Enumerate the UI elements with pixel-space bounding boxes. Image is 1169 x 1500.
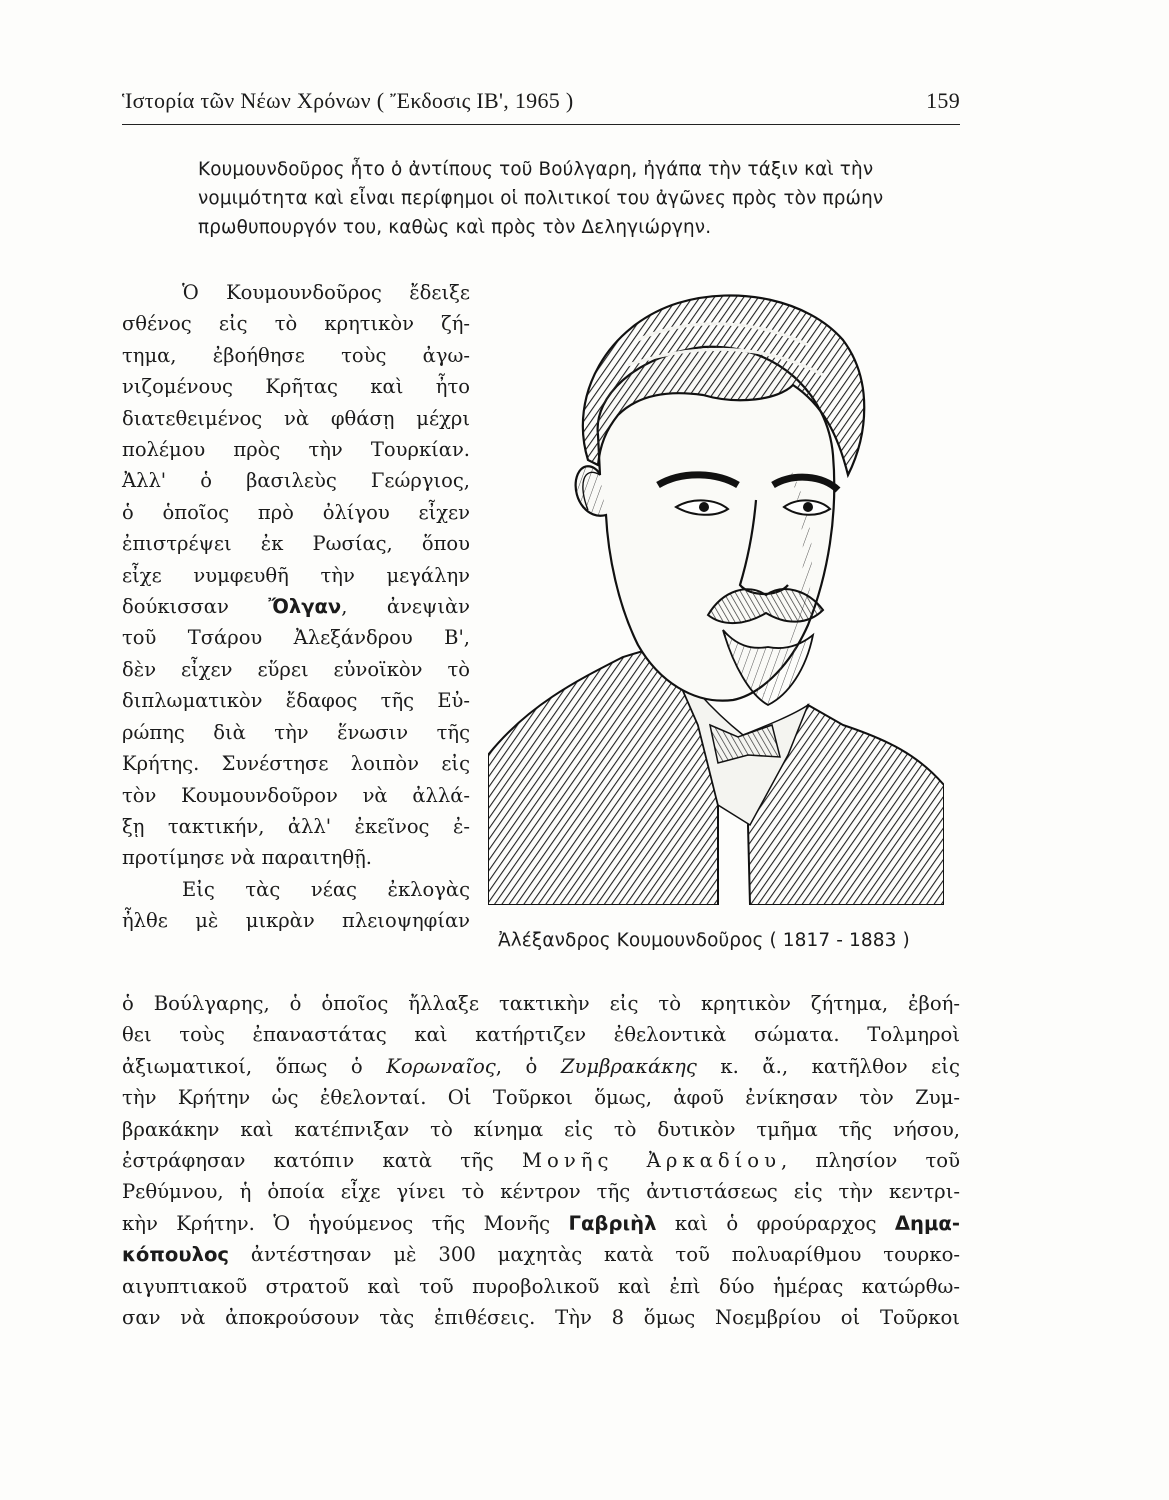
body-fragment: καὶ ὁ φρούραρχος (674, 1211, 877, 1235)
intro-line: πρωθυπουργόν του, καθὼς καὶ πρὸς τὸν Δεληγιώργην. (198, 217, 712, 238)
column-line: ἐπιστρέψει ἐκ Ρωσίας, ὅπου (122, 532, 470, 556)
body-line: αιγυπτιακοῦ στρατοῦ καὶ τοῦ πυροβολικοῦ καὶ ἐπὶ δύο ἡμέρας κατώρθω- (122, 1274, 960, 1298)
body-fragment: κ. ἄ., κατῆλθον εἰς (720, 1054, 960, 1078)
running-header (122, 88, 960, 114)
portrait-illustration (488, 285, 944, 905)
column-line: νιζομένους Κρῆτας καὶ ἦτο (122, 375, 470, 399)
body-fragment: ἀξιωματικοί, ὅπως ὁ (122, 1054, 363, 1078)
column-line (122, 591, 470, 622)
full-width-text (122, 988, 960, 1333)
body-fragment: ἀντέστησαν μὲ 300 μαχητὰς κατὰ τοῦ πολυαρίθμου τουρκο- (250, 1243, 960, 1267)
body-fragment: , ὁ (495, 1054, 538, 1078)
page-number: 159 (926, 88, 960, 113)
column-line: σθένος εἰς τὸ κρητικὸν ζή- (122, 312, 470, 336)
column-line: τὸν Κουμουνδοῦρον νὰ ἀλλά- (122, 783, 470, 807)
column-line: διατεθειμένος νὰ φθάσῃ μέχρι (122, 406, 470, 430)
body-line: σαν νὰ ἀποκρούσουν τὰς ἐπιθέσεις. Τὴν 8 ὅμως Νοεμβρίου οἱ Τοῦρκοι (122, 1306, 960, 1330)
name-zymvrakakis: Ζυμβρακάκης (560, 1054, 697, 1078)
column-word: δούκισσαν (122, 595, 229, 619)
column-line: διπλωματικὸν ἔδαφος τῆς Εὐ- (122, 689, 470, 713)
column-line: προτίμησε νὰ παραιτηθῇ. (122, 846, 372, 870)
body-line (122, 1208, 960, 1239)
intro-line: Κουμουνδοῦρος ἦτο ὁ ἀντίπους τοῦ Βούλγαρη, ἠγάπα τὴν τάξιν καὶ τὴν (198, 159, 874, 180)
column-line: ξῃ τακτικήν, ἀλλ' ἐκεῖνος ἐ- (122, 814, 470, 838)
body-line: Ρεθύμνου, ἡ ὁποία εἶχε γίνει τὸ κέντρον τῆς ἀντιστάσεως εἰς τὴν κεντρι- (122, 1180, 960, 1204)
column-line: τοῦ Τσάρου Ἀλεξάνδρου Β', (122, 626, 470, 650)
body-line: βρακάκην καὶ κατέπνιξαν τὸ κίνημα εἰς τὸ δυτικὸν τμῆμα τῆς νήσου, (122, 1117, 960, 1141)
column-line: Εἰς τὰς νέας ἐκλογὰς (182, 877, 470, 901)
name-gavriil: Γαβριὴλ (568, 1211, 657, 1235)
column-word: , ἀνεψιὰν (341, 595, 470, 619)
intro-line: νομιμότητα καὶ εἶναι περίφημοι οἱ πολιτικοί του ἀγῶνες πρὸς τὸν πρώην (198, 188, 884, 209)
name-dimakopoulos-part2: κόπουλος (122, 1243, 230, 1267)
column-line: Ἀλλ' ὁ βασιλεὺς Γεώργιος, (122, 469, 470, 493)
body-line (122, 1145, 960, 1176)
name-koronaios: Κορωναῖος (386, 1054, 496, 1078)
body-fragment: , πλησίον τοῦ (781, 1149, 961, 1173)
body-line (122, 1051, 960, 1082)
body-line: ὁ Βούλγαρης, ὁ ὁποῖος ἤλλαξε τακτικὴν εἰς τὸ κρητικὸν ζήτημα, ἐβοή- (122, 992, 960, 1015)
name-dimakopoulos-part1: Δημα- (894, 1211, 961, 1235)
column-line: Ὁ Κουμουνδοῦρος ἔδειξε (182, 281, 470, 304)
header-title: Ἱστορία τῶν Νέων Χρόνων ( Ἔκδοσις ΙΒ', 1965 ) (122, 88, 574, 113)
name-olga: Ὄλγαν (268, 595, 342, 619)
name-moni-arkadiou: Μονῆς Ἀρκαδίου (521, 1149, 782, 1173)
body-fragment: κὴν Κρήτην. Ὁ ἡγούμενος τῆς Μονῆς (122, 1211, 551, 1235)
column-line: ρώπης διὰ τὴν ἕνωσιν τῆς (122, 720, 470, 744)
column-line: τημα, ἐβοήθησε τοὺς ἀγω- (122, 343, 470, 367)
body-fragment: ἐστράφησαν κατόπιν κατὰ τῆς (122, 1149, 494, 1173)
column-line: Κρήτης. Συνέστησε λοιπὸν εἰς (122, 752, 470, 776)
column-line: ὁ ὁποῖος πρὸ ὀλίγου εἶχεν (122, 500, 470, 524)
column-line: εἶχε νυμφευθῆ τὴν μεγάλην (122, 563, 470, 587)
figure-caption: Ἀλέξανδρος Κουμουνδοῦρος ( 1817 - 1883 ) (498, 930, 910, 951)
intro-paragraph (198, 155, 960, 242)
header-rule (122, 124, 960, 125)
body-line (122, 1239, 960, 1270)
left-column-text (122, 277, 470, 937)
column-line: πολέμου πρὸς τὴν Τουρκίαν. (122, 438, 470, 462)
column-line: δὲν εἶχεν εὕρει εὐνοϊκὸν τὸ (122, 657, 470, 681)
body-line: τὴν Κρήτην ὡς ἐθελονταί. Οἱ Τοῦρκοι ὅμως, ἀφοῦ ἐνίκησαν τὸν Ζυμ- (122, 1086, 960, 1110)
body-line: θει τοὺς ἐπαναστάτας καὶ κατήρτιζεν ἐθελοντικὰ σώματα. Τολμηροὶ (122, 1023, 960, 1047)
column-line: ἦλθε μὲ μικρὰν πλειοψηφίαν (122, 909, 470, 933)
